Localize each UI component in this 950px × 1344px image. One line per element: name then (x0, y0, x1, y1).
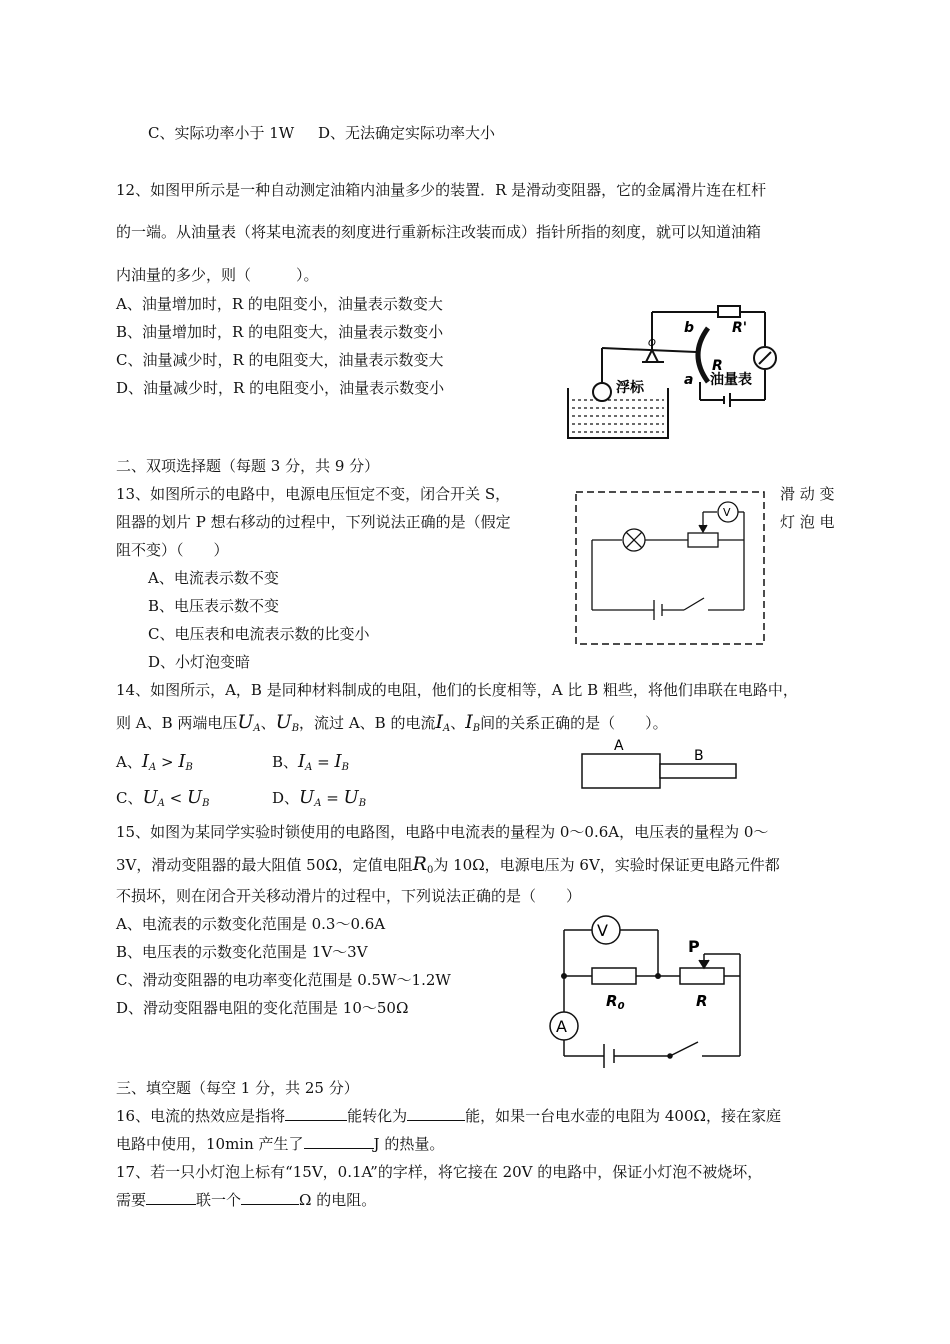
q16-line2: 电路中使用，10min 产生了 J 的热量。 (116, 1135, 445, 1153)
q16-blank-3[interactable] (304, 1134, 374, 1149)
q14-symbol-ia: I (435, 711, 443, 733)
q14-sub-a: A (253, 723, 261, 734)
q16-blank-2[interactable] (407, 1106, 465, 1121)
q15-symbol-r0-sub: 0 (426, 865, 434, 876)
q15-voltmeter-label: V (597, 921, 608, 940)
q15-r0-label: $R_0$ (606, 992, 625, 1012)
q14-option-c: C、$U_A < U_B$ (116, 787, 210, 809)
q14-resistors-diagram (580, 736, 740, 792)
q12-option-c: C、油量减少时，R 的电阻变大，油量表示数变大 (116, 351, 444, 369)
q12-r-label: R (712, 358, 723, 374)
q12-b-label: b (684, 320, 695, 336)
q15-slider-p-label: P (688, 937, 700, 956)
q15-stem-line2 (116, 854, 780, 881)
q12-a-label: a (684, 372, 694, 388)
q12-rprime-label: R' (732, 320, 748, 336)
q12-gauge-label: 油量表 (710, 372, 752, 388)
q12-stem-line2: 的一端。从油量表（将某电流表的刻度进行重新标注改装而成）指针所指的刻度，就可以知道油箱 (116, 223, 762, 241)
q12-float-label: 浮标 (616, 380, 644, 396)
q14-sub-a-2: A (442, 723, 451, 734)
q13-option-b: B、电压表示数不变 (148, 597, 280, 615)
q12-stem-line3: 内油量的多少，则（ ）。 (116, 266, 319, 284)
section2-title: 二、双项选择题（每题 3 分，共 9 分） (116, 457, 380, 475)
q15-option-b: B、电压表的示数变化范围是 1V～3V (116, 943, 368, 961)
q12-option-b: B、油量增加时，R 的电阻变大，油量表示数变小 (116, 323, 444, 341)
q12-option-a: A、油量增加时，R 的电阻变小，油量表示数变大 (116, 295, 443, 313)
q14-label-a: A (614, 738, 624, 754)
q14-stem-line2-part-a: 则 A、B 两端电压 (116, 714, 238, 732)
q12-option-d: D、油量减少时，R 的电阻变小，油量表示数变小 (116, 379, 445, 397)
q13-voltmeter-label: V (723, 506, 731, 519)
q15-stem-line1: 15、如图为某同学实验时锁使用的电路图，电路中电流表的量程为 0～0.6A，电压表的量程为 0～ (116, 823, 769, 841)
q15-stem-line3: 不损坏，则在闭合开关移动滑片的过程中，下列说法正确的是（ ） (116, 887, 582, 905)
section3-title: 三、填空题（每空 1 分，共 25 分） (116, 1079, 359, 1097)
q13-option-c: C、电压表和电流表示数的比变小 (148, 625, 370, 643)
q15-option-d: D、滑动变阻器电阻的变化范围是 10～50Ω (116, 999, 409, 1017)
q13-stem-line3: 阻不变）（ ） (116, 541, 229, 559)
q15-stem-line2-part-a: 3V，滑动变阻器的最大阻值 50Ω，定值电阻 (116, 856, 413, 874)
q12-o-label: O (648, 338, 656, 349)
q14-separator-2: 、 (450, 714, 466, 732)
q13-stem-line1: 13、如图所示的电路中，电源电压恒定不变，闭合开关 S， (116, 485, 511, 503)
q14-stem-line1: 14、如图所示，A，B 是同种材料制成的电阻，他们的长度相等，A 比 B 粗些，将他们串联在电路中， (116, 681, 798, 699)
q15-symbol-r0: R (412, 853, 427, 875)
q11-option-d: D、无法确定实际功率大小 (318, 124, 496, 142)
q11-option-c: C、实际功率小于 1W (148, 124, 295, 142)
q12-stem-line1: 12、如图甲所示是一种自动测定油箱内油量多少的装置．R 是滑动变阻器，它的金属滑片连在杠杆 (116, 181, 767, 199)
q14-option-a: A、$I_A > I_B$ (116, 751, 193, 773)
q13-stem-line2: 阻器的划片 P 想右移动的过程中，下列说法正确的是（假定 (116, 513, 511, 531)
q15-r-label: R (696, 992, 708, 1010)
q14-stem-line2-part-c: 间的关系正确的是（ ）。 (480, 714, 668, 732)
q17-line2: 需要 联一个 Ω 的电阻。 (116, 1191, 377, 1209)
q17-blank-2[interactable] (241, 1190, 299, 1205)
q13-circuit-diagram (572, 488, 768, 648)
q15-option-a: A、电流表的示数变化范围是 0.3～0.6A (116, 915, 386, 933)
q14-option-d: D、$U_A = U_B$ (272, 787, 367, 809)
q13-stem-line1-tail: 滑 动 变 (780, 485, 835, 503)
q17-blank-1[interactable] (146, 1190, 196, 1205)
q14-sub-b-2: B (472, 723, 481, 734)
q15-option-c: C、滑动变阻器的电功率变化范围是 0.5W～1.2W (116, 971, 451, 989)
q14-option-b: B、$I_A = I_B$ (272, 751, 349, 773)
q15-ammeter-label: A (556, 1017, 567, 1036)
q17-line1: 17、若一只小灯泡上标有“15V，0.1A”的字样，将它接在 20V 的电路中，保证小灯泡不被烧坏， (116, 1163, 763, 1181)
q16-blank-1[interactable] (285, 1106, 347, 1121)
q15-circuit-diagram (540, 906, 750, 1070)
q14-stem-line2 (116, 712, 668, 739)
q12-oil-gauge-diagram (560, 300, 790, 445)
q13-option-d: D、小灯泡变暗 (148, 653, 251, 671)
q14-symbol-ua: U (237, 711, 254, 733)
q14-symbol-ub: U (275, 711, 292, 733)
q13-stem-line2-tail: 灯 泡 电 (780, 513, 835, 531)
q14-symbol-ib: I (465, 711, 473, 733)
q14-separator: 、 (260, 714, 276, 732)
q14-sub-b: B (291, 723, 300, 734)
q14-label-b: B (694, 748, 704, 764)
q16-line1: 16、电流的热效应是指将 能转化为 能，如果一台电水壶的电阻为 400Ω，接在家庭 (116, 1107, 781, 1125)
q13-option-a: A、电流表示数不变 (148, 569, 279, 587)
q14-stem-line2-part-b: ，流过 A、B 的电流 (299, 714, 436, 732)
q15-stem-line2-part-b: 为 10Ω，电源电压为 6V，实验时保证更电路元件都 (433, 856, 780, 874)
